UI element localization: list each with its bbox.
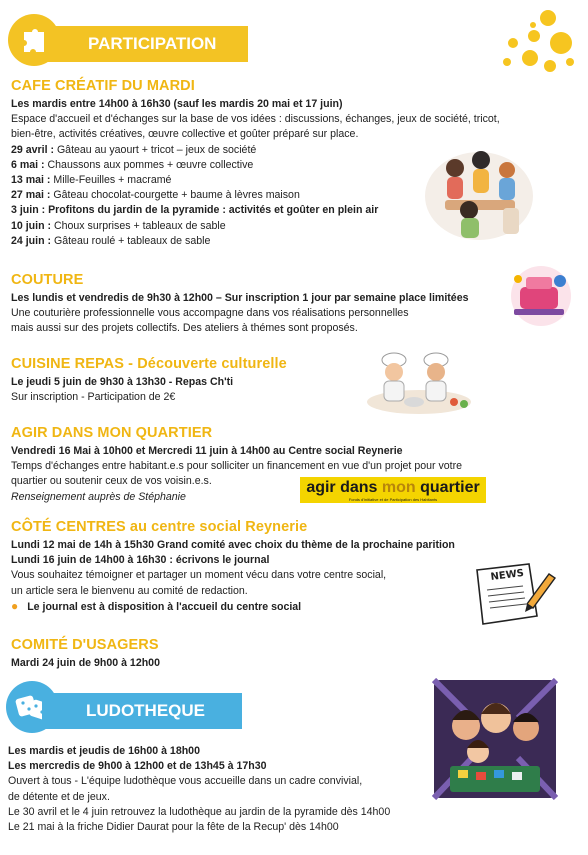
cafe-desc-2: bien-être, activités créatives, œuvre collective et goûter préparé sur place. xyxy=(11,128,359,141)
newspaper-illustration xyxy=(467,560,557,632)
cuisine-title: CUISINE REPAS - Découverte culturelle xyxy=(11,356,287,372)
quartier-title: AGIR DANS MON QUARTIER xyxy=(11,425,213,441)
cafe-schedule: Les mardis entre 14h00 à 16h30 (sauf les mardis 20 mai et 17 juin) xyxy=(11,98,343,110)
comite-title: COMITÉ D'USAGERS xyxy=(11,637,159,653)
cafe-item: 6 mai : Chaussons aux pommes + œuvre collective xyxy=(11,158,254,171)
cote-note: Le journal est à disposition à l'accueil du centre social xyxy=(27,600,302,613)
cafe-desc-1: Espace d'accueil et d'échanges sur la base de vos idées : discussions, échanges, jeux de société, tricot, xyxy=(11,113,500,126)
sewing-illustration xyxy=(506,263,576,329)
quartier-desc-2: quartier ou soutenir ceux de vos voisin.e.s. xyxy=(11,475,212,488)
cafe-item: 27 mai : Gâteau chocolat-courgette + baume à lèvres maison xyxy=(11,189,300,202)
cote-line-1: Lundi 12 mai de 14h à 15h30 Grand comité avec choix du thème de la prochaine parition xyxy=(11,539,455,551)
participation-title: PARTICIPATION xyxy=(44,26,248,62)
couture-title: COUTURE xyxy=(11,272,84,288)
agir-dans-mon-quartier-logo: agir dans mon quartier Fonds d'initiative et de Participation des Habitants xyxy=(300,477,486,503)
cafe-item: 10 juin : Choux surprises + tableaux de sable xyxy=(11,219,226,232)
cafe-item: 3 juin : Profitons du jardin de la pyramide : activités et goûter en plein air xyxy=(11,204,379,217)
cuisine-desc: Sur inscription - Participation de 2€ xyxy=(11,391,176,404)
cuisine-section xyxy=(11,356,581,405)
couture-schedule: Les lundis et vendredis de 9h30 à 12h00 – Sur inscription 1 jour par semaine place limitées xyxy=(11,292,469,304)
comite-section xyxy=(11,637,581,671)
cafe-item: 29 avril : Gâteau au yaourt + tricot – jeux de société xyxy=(11,143,257,156)
cote-desc-2: un article sera le bienvenu au comité de redaction. xyxy=(11,584,248,597)
couture-desc-2: mais aussi sur des projets collectifs. Des ateliers à thémes sont proposés. xyxy=(11,322,358,335)
quartier-desc-1: Temps d'échanges entre habitant.e.s pour solliciter un financement en vue d'un projet pour votre xyxy=(11,460,463,473)
couture-section xyxy=(11,272,581,337)
quartier-section xyxy=(11,425,581,505)
ludo-desc-2: de détente et de jeux. xyxy=(8,790,110,803)
svg-text:NEWS: NEWS xyxy=(490,567,525,583)
ludotheque-section xyxy=(8,744,578,835)
cafe-item: 13 mai : Mille-Feuilles + macramé xyxy=(11,174,172,187)
cote-desc-1: Vous souhaitez témoigner et partager un moment vécu dans votre centre social, xyxy=(11,569,387,582)
cafe-item: 24 juin : Gâteau roulé + tableaux de sable xyxy=(11,234,211,247)
cuisine-schedule: Le jeudi 5 juin de 9h30 à 13h30 - Repas Ch'ti xyxy=(11,376,234,388)
comite-schedule: Mardi 24 juin de 9h00 à 12h00 xyxy=(11,657,160,669)
participation-banner xyxy=(8,20,248,60)
cote-title: CÔTÉ CENTRES au centre social Reynerie xyxy=(11,519,308,535)
quartier-contact: Renseignement auprès de Stéphanie xyxy=(11,490,186,503)
cafe-title: CAFE CRÉATIF DU MARDI xyxy=(11,78,195,94)
ludotheque-banner xyxy=(6,687,246,727)
ludo-desc-3: Le 30 avril et le 4 juin retrouvez la ludothèque au jardin de la pyramide dès 14h00 xyxy=(8,805,391,818)
ludo-line-2: Les mercredis de 9h00 à 12h00 et de 13h45 à 17h30 xyxy=(8,760,267,773)
ludo-desc-1: Ouvert à tous - L'équipe ludothèque vous accueille dans un cadre convivial, xyxy=(8,775,363,788)
ludotheque-title: LUDOTHEQUE xyxy=(42,693,242,729)
cote-line-2: Lundi 16 juin de 14h00 à 16h30 : écrivons le journal xyxy=(11,554,270,567)
couture-desc-1: Une couturière professionnelle vous accompagne dans vos réalisations personnelles xyxy=(11,307,409,320)
ludo-desc-4: Le 21 mai à la friche Didier Daurat pour la fête de la Recup' dès 14h00 xyxy=(8,821,339,834)
cooking-illustration xyxy=(364,350,474,416)
lightbulb-icon: ● xyxy=(11,598,19,613)
quartier-schedule: Vendredi 16 Mai à 10h00 et Mercredi 11 juin à 14h00 au Centre social Reynerie xyxy=(11,445,403,457)
creative-cafe-illustration xyxy=(423,138,535,244)
ludo-line-1: Les mardis et jeudis de 16h00 à 18h00 xyxy=(8,745,200,757)
